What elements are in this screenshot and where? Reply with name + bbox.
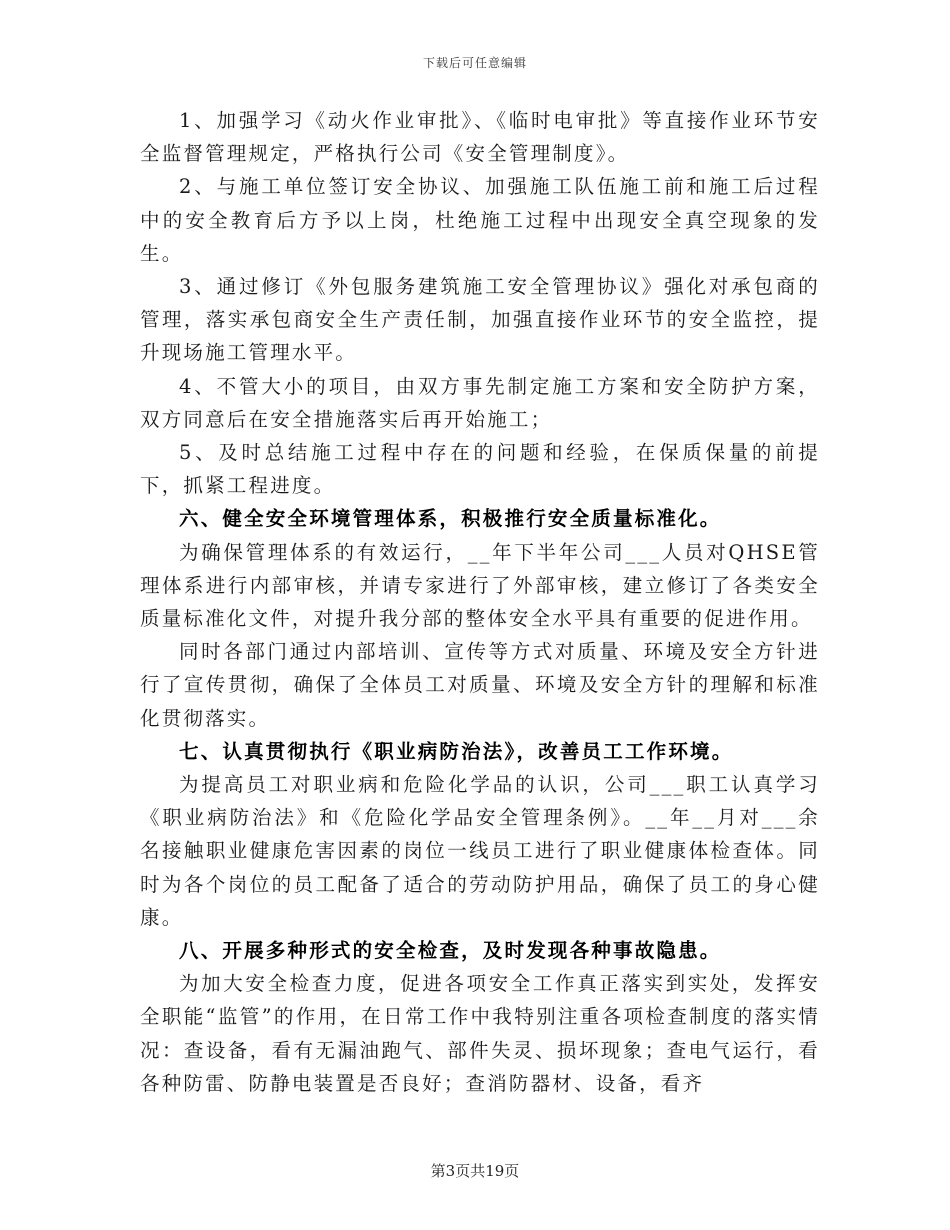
section-heading-7: 七、认真贯彻执行《职业病防治法》，改善员工工作环境。 — [179, 739, 734, 763]
page-number: 第3页共19页 — [430, 1162, 520, 1180]
paragraph-policy-training: 同时各部门通过内部培训、宣传等方式对质量、环境及安全方针进行了宣传贯彻，确保了全体员工对质量、环境及安全方针的理解和标准化贯彻落实。 — [140, 640, 820, 730]
page-header: 下载后可任意编辑 — [422, 56, 527, 70]
paragraph-safety-inspection: 为加大安全检查力度，促进各项安全工作真正落实到实处，发挥安全职能“监管”的作用，在日常工作中我特别注重各项检查制度的落实情况：查设备，看有无漏油跑气、部件失灵、损坏现象；查电气运行，看各种防雷、防静电装置是否良好；查消防器材、设备，看齐 — [140, 972, 820, 1095]
paragraph-item-1: 1、加强学习《动火作业审批》、《临时电审批》等直接作业环节安全监督管理规定，严格执行公司《安全管理制度》。 — [140, 109, 820, 166]
section-heading-6: 六、健全安全环境管理体系，积极推行安全质量标准化。 — [179, 507, 722, 531]
paragraph-qhse-audit: 为确保管理体系的有效运行，__年下半年公司___人员对QHSE管理体系进行内部审核，并请专家进行了外部审核，建立修订了各类安全质量标准化文件，对提升我分部的整体安全水平具有重要的促进作用。 — [140, 540, 820, 631]
document-body — [140, 104, 820, 1100]
paragraph-item-2: 2、与施工单位签订安全协议、加强施工队伍施工前和施工后过程中的安全教育后方予以上岗，杜绝施工过程中出现安全真空现象的发生。 — [140, 175, 820, 265]
paragraph-item-4: 4、不管大小的项目，由双方事先制定施工方案和安全防护方案，双方同意后在安全措施落实后再开始施工； — [140, 374, 820, 431]
paragraph-occupational-health: 为提高员工对职业病和危险化学品的认识，公司___职工认真学习《职业病防治法》和《危险化学品安全管理条例》。__年__月对___余名接触职业健康危害因素的岗位一线员工进行了职业健康体检查体。同时为各个岗位的员工配备了适合的劳动防护用品，确保了员工的身心健康。 — [140, 773, 820, 929]
paragraph-item-3: 3、通过修订《外包服务建筑施工安全管理协议》强化对承包商的管理，落实承包商安全生产责任制，加强直接作业环节的安全监控，提升现场施工管理水平。 — [140, 275, 820, 365]
section-heading-8: 八、开展多种形式的安全检查，及时发现各种事故隐患。 — [179, 939, 722, 963]
paragraph-item-5: 5、及时总结施工过程中存在的问题和经验，在保质保量的前提下，抓紧工程进度。 — [140, 441, 820, 498]
